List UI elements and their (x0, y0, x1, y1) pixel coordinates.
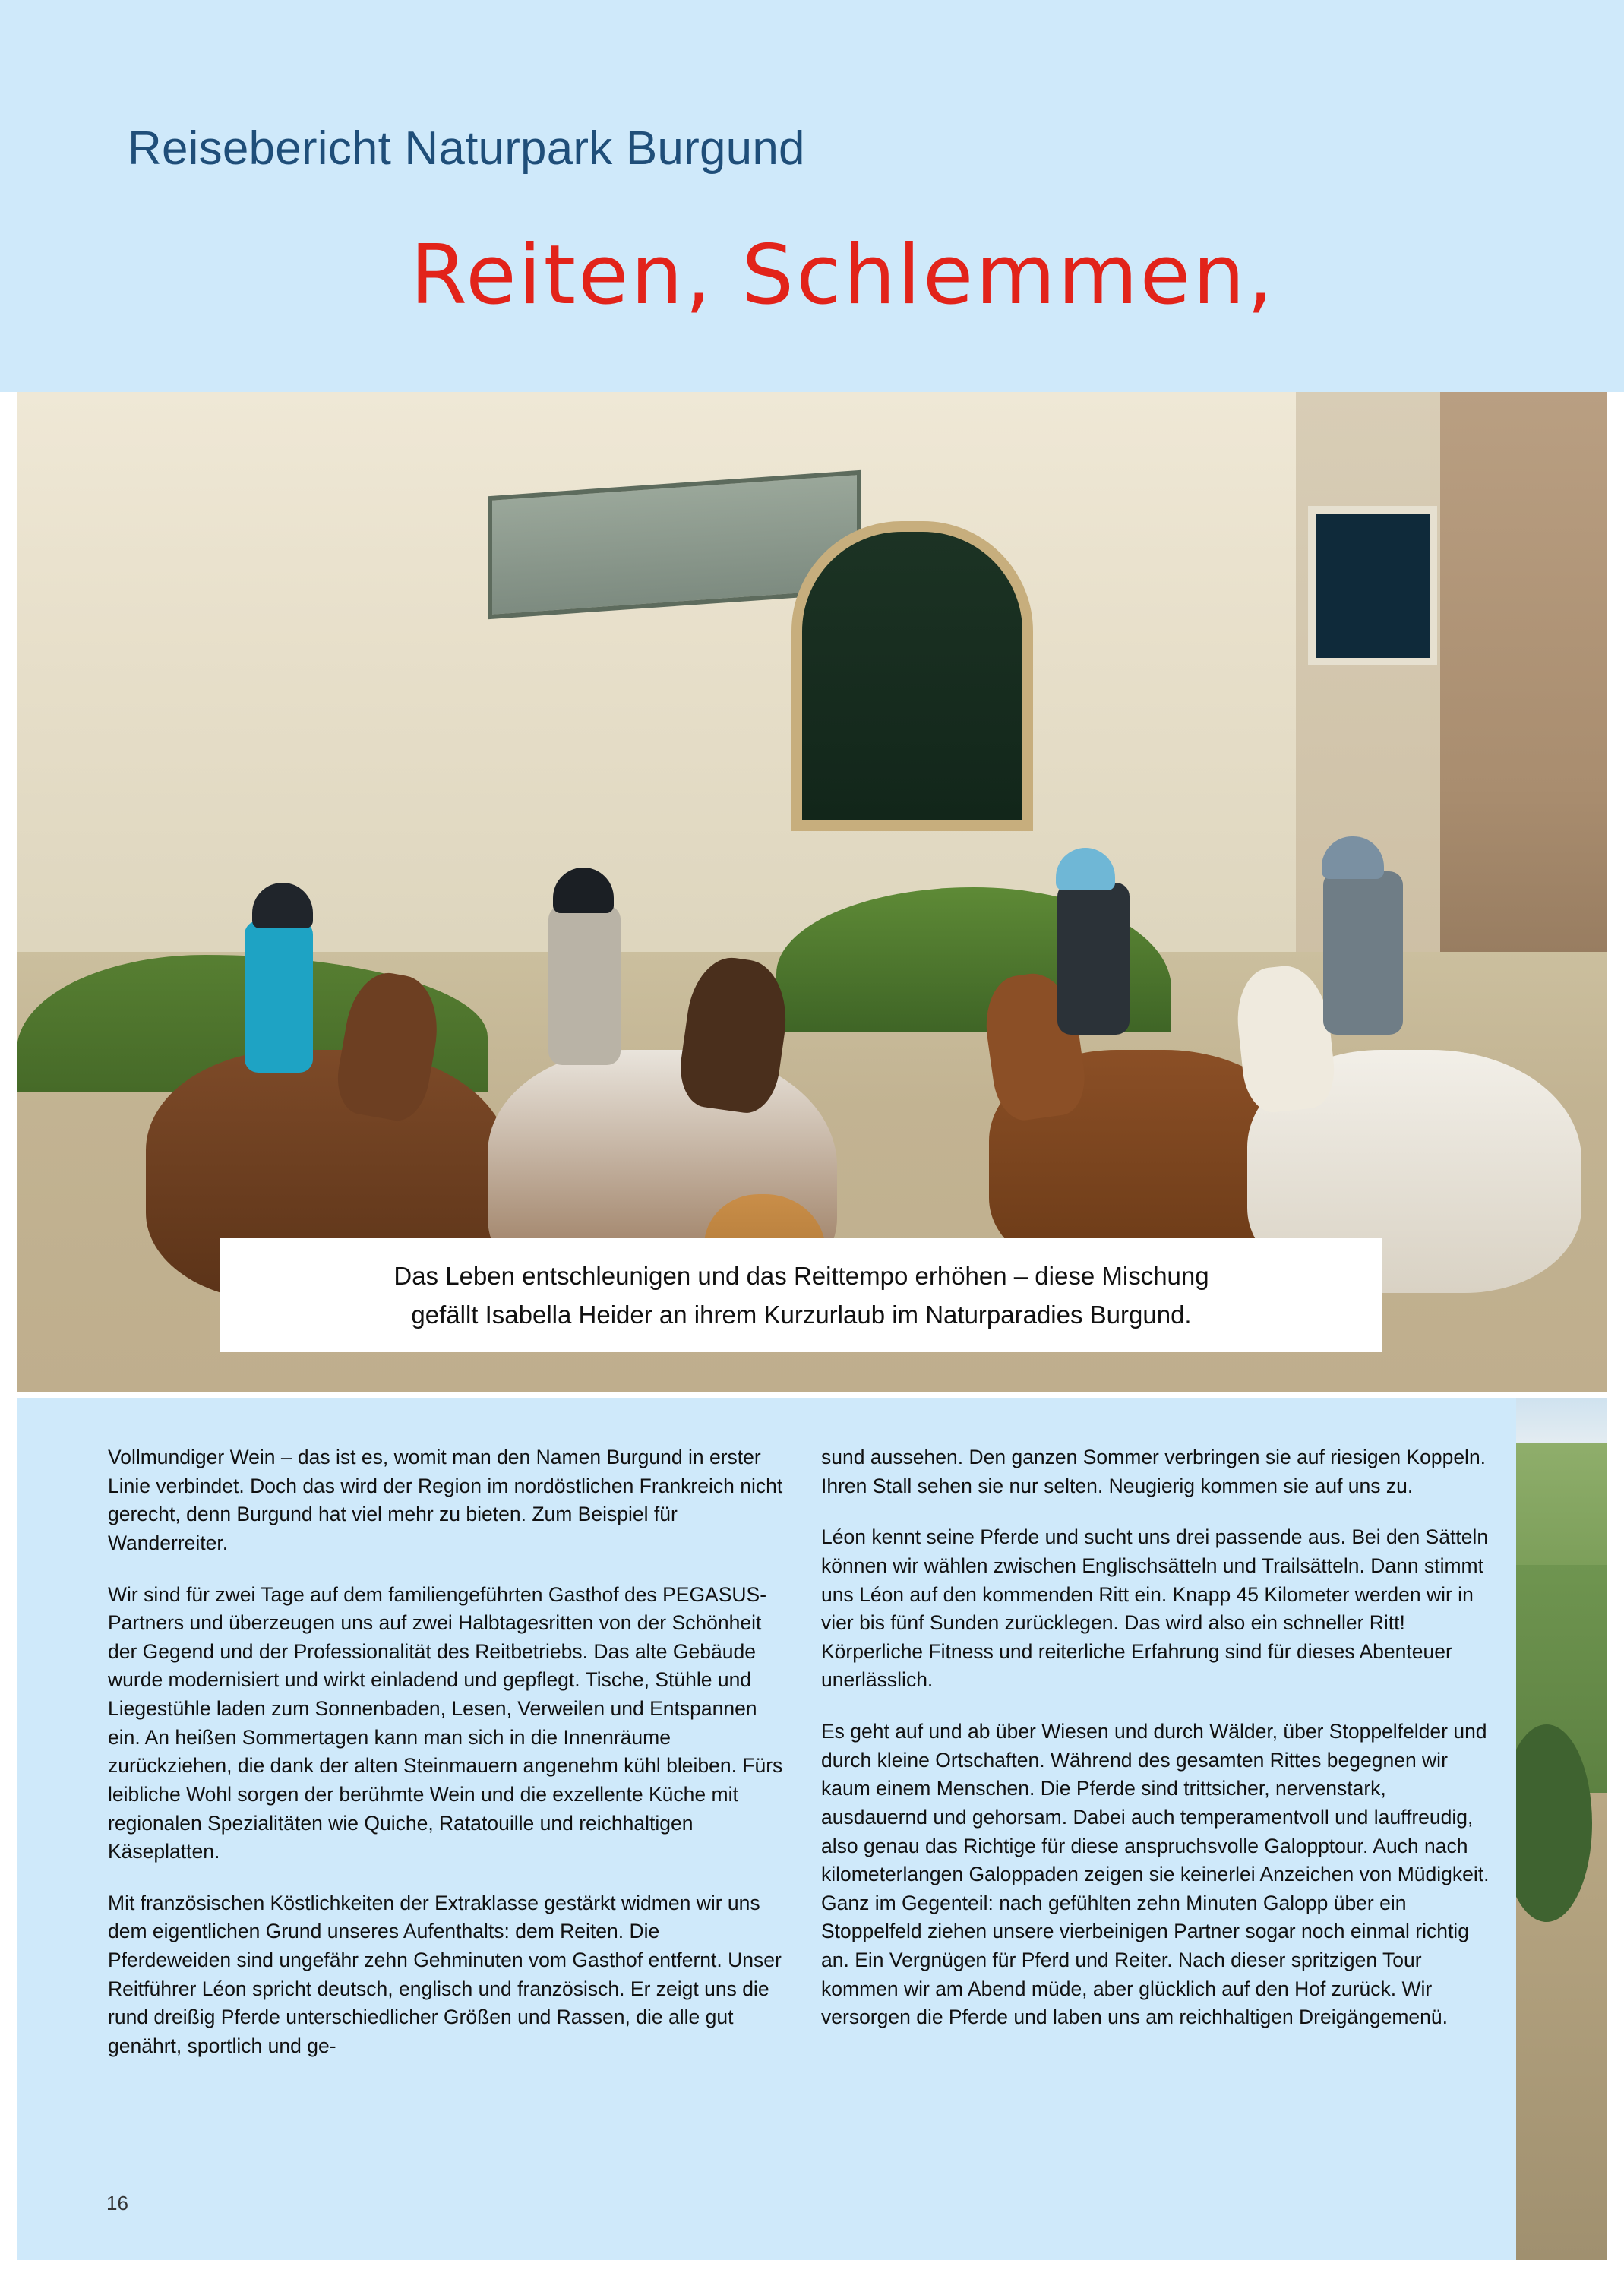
article-kicker: Reisebericht Naturpark Burgund (128, 122, 805, 175)
paragraph: sund aussehen. Den ganzen Sommer verbringen sie auf riesigen Koppeln. Ihren Stall sehen sie nur selten. Neugierig kommen sie auf uns zu. (821, 1446, 1487, 1497)
column-left (108, 1443, 785, 2061)
page-number: 16 (106, 2192, 128, 2214)
paragraph: Léon kennt seine Pferde und sucht uns drei passende aus. Bei den Sätteln können wir wählen zwischen Englischsätteln und Trailsätteln. Dann stimmt uns Léon auf den kommenden Ritt ein. Knapp 45 Kilometer werden wir in vier bis fünf Sunden zurücklegen. Das wird also ein schneller Ritt! Körperliche Fitness und reiterliche Erfahrung sind für dieses Abenteuer unerlässlich. (821, 1525, 1489, 1692)
rider-woman (1057, 883, 1130, 1035)
rider-guide (1323, 871, 1403, 1035)
caption-line-2: gefällt Isabella Heider an ihrem Kurzurlaub im Naturparadies Burgund. (411, 1301, 1192, 1329)
caption-line-1: Das Leben entschleunigen und das Reittempo erhöhen – diese Mischung (393, 1261, 1209, 1290)
rider-child-left (245, 921, 313, 1073)
hero-foliage (17, 422, 412, 954)
body-area (17, 1398, 1607, 2260)
paragraph: Es geht auf und ab über Wiesen und durch Wälder, über Stoppelfelder und durch kleine Ortschaften. Während des gesamten Rittes begegnen wir kaum einem Menschen. Die Pferde sind trittsicher, nervenstark, ausdauernd und gehorsam. Dabei auch temperamentvoll und lauffreudig, also genau das Richtige für diese anspruchsvolle Galopptour. Auch nach kilometerlangen Galoppaden zeigen sie keinerlei Anzeichen von Müdigkeit. Ganz im Gegenteil: nach gefühlten zehn Minuten Galopp über ein Stoppelfeld ziehen unsere vierbeinigen Partner sogar noch einmal richtig an. Ein Vergnügen für Pferd und Reiter. Nach dieser spritzigen Tour kommen wir am Abend müde, aber glücklich auf den Hof zurück. Wir versorgen die Pferde und laben uns am reichhaltigen Dreigängemenü. (821, 1720, 1490, 2029)
column-right (821, 1443, 1498, 2061)
photo-caption (220, 1238, 1382, 1352)
hero-window (1308, 506, 1437, 665)
rider-teen (548, 906, 621, 1065)
side-landscape-photo (1516, 1398, 1607, 2260)
side-photo-field (1516, 1443, 1607, 1580)
article-columns (108, 1443, 1498, 2061)
paragraph: Wir sind für zwei Tage auf dem familiengeführten Gasthof des PEGASUS-Partners und überzeugen uns auf zwei Halbtagesritten von der Schönheit der Gegend und der Professionalität des Reitbetriebs. Das alte Gebäude wurde modernisiert und wirkt einladend und gepflegt. Tische, Stühle und Liegestühle laden zum Sonnenbaden, Lesen, Verweilen und Entspannen ein. An heißen Sommertagen kann man sich in die Innenräume zurückziehen, die dank der alten Steinmauern angenehm kühl bleiben. Fürs leibliche Wohl sorgen der berühmte Wein und die exzellente Küche mit regionalen Spezialitäten wie Quiche, Ratatouille und reichhaltigen Käseplatten. (108, 1582, 783, 1863)
hero-arch-window (791, 521, 1033, 831)
paragraph: Vollmundiger Wein – das ist es, womit man den Namen Burgund in erster Linie verbindet. Doch das wird der Region im nordöstlichen Frankreich nicht gerecht, denn Burgund hat viel mehr zu bieten. Zum Beispiel für Wanderreiter. (108, 1446, 783, 1554)
paragraph: Mit französischen Köstlichkeiten der Extraklasse gestärkt widmen wir uns dem eigentlichen Grund unseres Aufenthalts: dem Reiten. Die Pferdeweiden sind ungefähr zehn Gehminuten vom Gasthof entfernt. Unser Reitführer Léon spricht deutsch, englisch und französisch. Er zeigt uns die rund dreißig Pferde unterschiedlicher Größen und Rassen, die alle gut genährt, sportlich und ge- (108, 1891, 782, 2057)
article-headline: Reiten, Schlemmen, (410, 228, 1276, 323)
header-band (0, 0, 1624, 392)
